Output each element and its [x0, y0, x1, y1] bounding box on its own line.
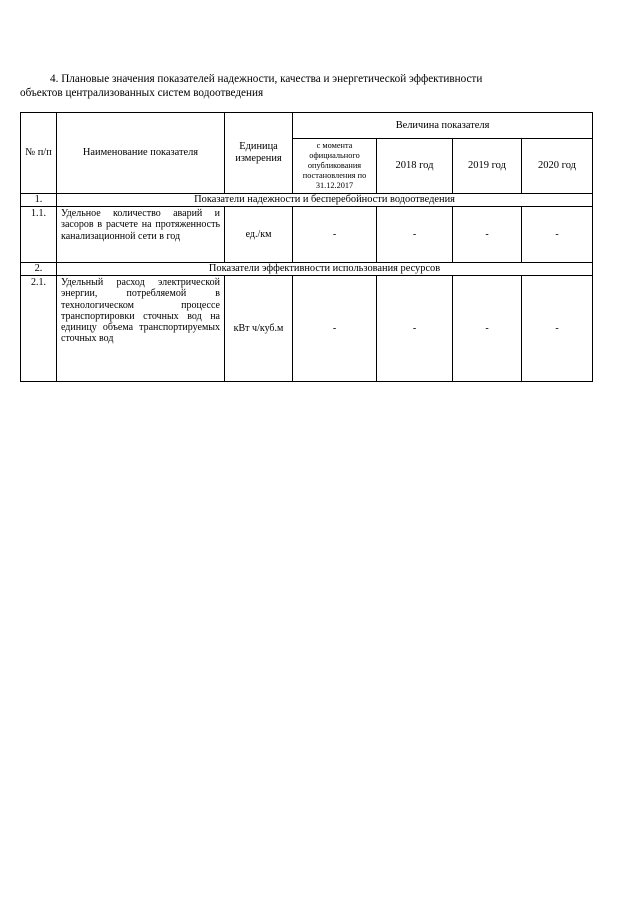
header-since-publication: с момента официального опубликования постановления по 31.12.2017: [293, 139, 377, 194]
row-indicator-name: Удельное количество аварий и засоров в расчете на протяженность канализационной сети в год: [57, 207, 225, 263]
section-row: [21, 263, 593, 276]
row-value-2018: -: [377, 207, 453, 263]
section-number: 1.: [21, 194, 57, 207]
section-row: [21, 194, 593, 207]
header-year-2019: 2019 год: [453, 139, 522, 194]
header-year-2018: 2018 год: [377, 139, 453, 194]
header-unit: Единица измерения: [225, 113, 293, 194]
row-value-since: -: [293, 276, 377, 382]
heading-line-1: 4. Плановые значения показателей надежности, качества и энергетической эффективности: [50, 73, 483, 85]
section-heading: [20, 72, 600, 100]
row-value-2020: -: [522, 276, 593, 382]
row-unit: кВт ч/куб.м: [225, 276, 293, 382]
row-value-2019: -: [453, 276, 522, 382]
header-indicator-name: Наименование показателя: [57, 113, 225, 194]
row-value-2018: -: [377, 276, 453, 382]
indicators-table: [20, 112, 593, 382]
section-title: Показатели надежности и бесперебойности водоотведения: [57, 194, 593, 207]
row-number: 2.1.: [21, 276, 57, 382]
heading-line-2: объектов централизованных систем водоотведения: [20, 87, 264, 99]
section-title: Показатели эффективности использования ресурсов: [57, 263, 593, 276]
header-year-2020: 2020 год: [522, 139, 593, 194]
row-number: 1.1.: [21, 207, 57, 263]
row-value-2020: -: [522, 207, 593, 263]
table-row: [21, 276, 593, 382]
row-value-since: -: [293, 207, 377, 263]
row-unit: ед./км: [225, 207, 293, 263]
header-number: № п/п: [21, 113, 57, 194]
section-number: 2.: [21, 263, 57, 276]
row-indicator-name: Удельный расход электрической энергии, потребляемой в технологическом процессе транспортировки сточных вод на единицу объема транспортируемых сточных вод: [57, 276, 225, 382]
header-value-group: Величина показателя: [293, 113, 593, 139]
table-row: [21, 207, 593, 263]
row-value-2019: -: [453, 207, 522, 263]
